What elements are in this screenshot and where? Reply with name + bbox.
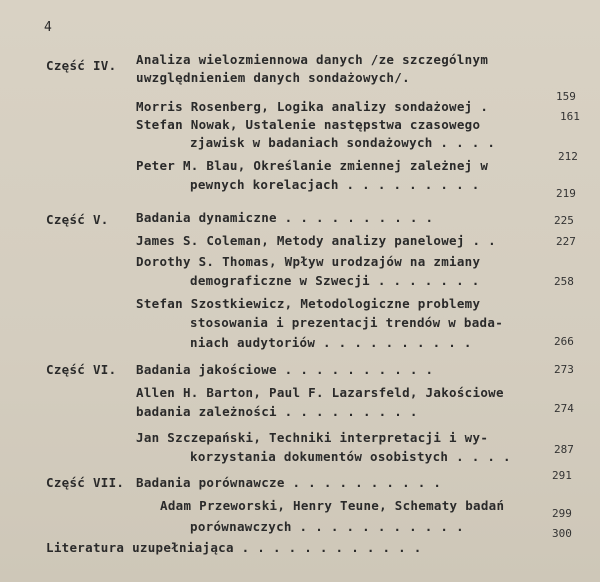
toc-entry-line: Stefan Nowak, Ustalenie następstwa czasowego	[136, 117, 481, 132]
page-ref: 219	[556, 187, 576, 200]
toc-entry-line: Peter M. Blau, Określanie zmiennej zależnej w	[136, 158, 489, 173]
page-ref: 227	[556, 235, 576, 248]
page-ref: 258	[554, 275, 574, 288]
part-title-line: Badania jakościowe . . . . . . . . . .	[136, 362, 434, 377]
part-title-line: Badania porównawcze . . . . . . . . . .	[136, 475, 442, 490]
page-ref: 159	[556, 90, 576, 103]
part-label: Część V.	[46, 212, 109, 227]
toc-entry-line: stosowania i prezentacji trendów w bada-	[190, 315, 504, 330]
page-ref: 225	[554, 214, 574, 227]
toc-entry-line: badania zależności . . . . . . . . .	[136, 404, 418, 419]
toc-entry-line: Jan Szczepański, Techniki interpretacji i wy-	[136, 430, 489, 445]
toc-entry-line: pewnych korelacjach . . . . . . . . .	[190, 177, 480, 192]
toc-entry-line: porównawczych . . . . . . . . . . .	[190, 519, 464, 534]
page-ref: 212	[558, 150, 578, 163]
toc-entry-line: niach audytoriów . . . . . . . . . .	[190, 335, 472, 350]
page-ref: 291	[552, 469, 572, 482]
toc-entry-line: Dorothy S. Thomas, Wpływ urodzajów na zmiany	[136, 254, 481, 269]
toc-entry-line: korzystania dokumentów osobistych . . . .	[190, 449, 511, 464]
page-ref: 274	[554, 402, 574, 415]
toc-entry-line: Stefan Szostkiewicz, Metodologiczne problemy	[136, 296, 481, 311]
part-label: Część VI.	[46, 362, 117, 377]
toc-entry-line: James S. Coleman, Metody analizy panelowej . .	[136, 233, 496, 248]
toc-entry-line: Literatura uzupełniająca . . . . . . . . . . . .	[46, 540, 422, 555]
toc-entry-line: Morris Rosenberg, Logika analizy sondażowej .	[136, 99, 489, 114]
page-ref: 266	[554, 335, 574, 348]
page-number: 4	[44, 20, 52, 35]
toc-entry-line: Allen H. Barton, Paul F. Lazarsfeld, Jakościowe	[136, 385, 504, 400]
page-ref: 161	[560, 110, 580, 123]
part-label: Część IV.	[46, 58, 117, 73]
toc-entry-line: zjawisk w badaniach sondażowych . . . .	[190, 135, 496, 150]
part-title-line: Badania dynamiczne . . . . . . . . . .	[136, 210, 434, 225]
part-label: Część VII.	[46, 475, 125, 490]
toc-entry-line: Adam Przeworski, Henry Teune, Schematy badań	[160, 498, 505, 513]
page-ref: 299	[552, 507, 572, 520]
page-ref: 300	[552, 527, 572, 540]
page-ref: 287	[554, 443, 574, 456]
page-ref: 273	[554, 363, 574, 376]
toc-entry-line: demograficzne w Szwecji . . . . . . .	[190, 273, 480, 288]
part-title-line: Analiza wielozmiennowa danych /ze szczególnym	[136, 52, 489, 67]
part-title-line: uwzględnieniem danych sondażowych/.	[136, 70, 410, 85]
